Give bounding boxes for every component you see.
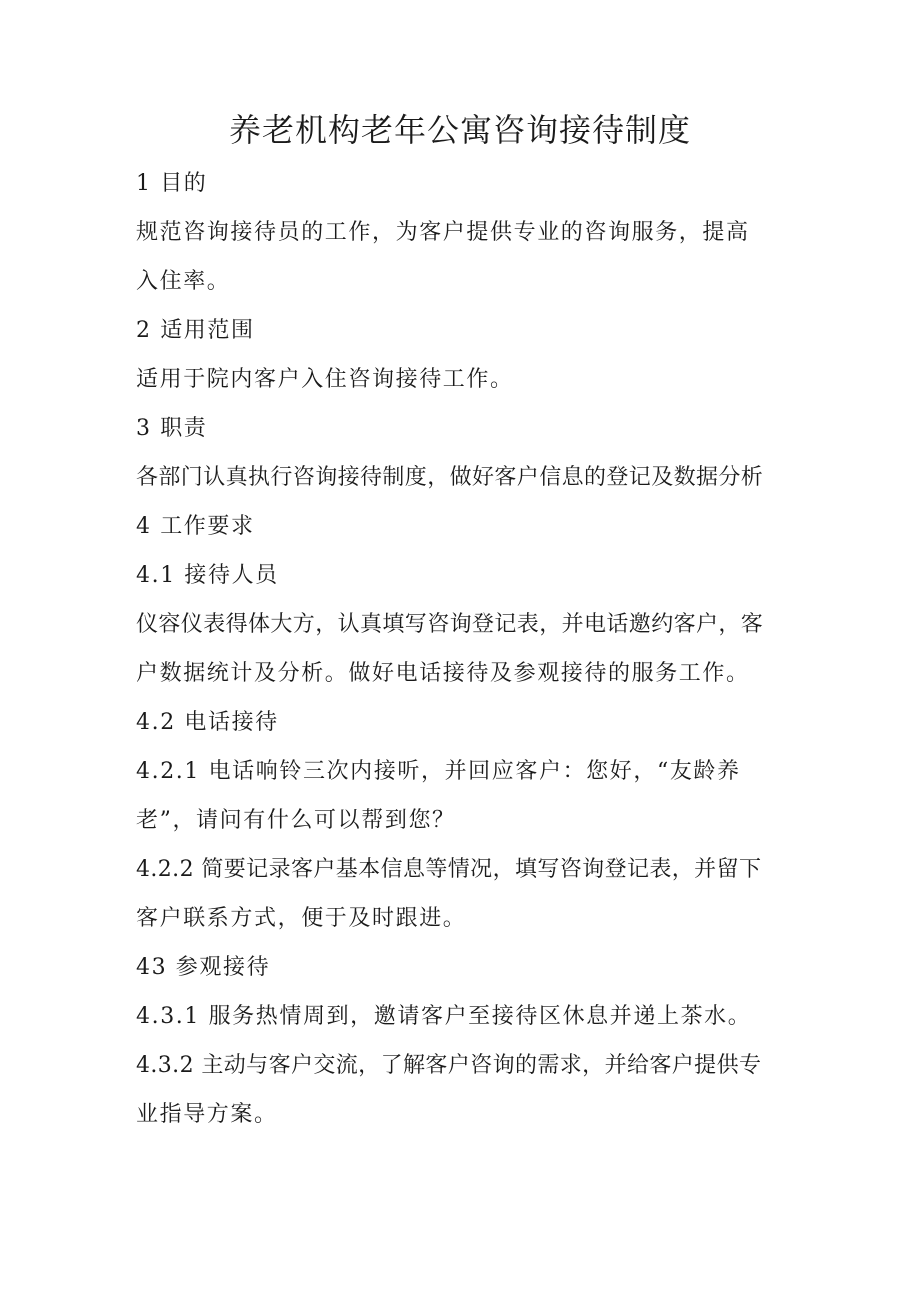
paragraph-line: 规范咨询接待员的工作，为客户提供专业的咨询服务，提高 — [136, 220, 750, 245]
document-title: 养老机构老年公寓咨询接待制度 — [228, 111, 691, 149]
paragraph-line: 4.2.1 电话响铃三次内接听，并回应客户：您好，“友龄养 — [136, 759, 741, 784]
section-heading-scope: 2 适用范围 — [136, 318, 255, 343]
document-body — [136, 166, 796, 1146]
section-heading-responsibility: 3 职责 — [136, 416, 208, 441]
paragraph-line: 入住率。 — [136, 269, 231, 294]
paragraph-line: 4.2.2 简要记录客户基本信息等情况，填写咨询登记表，并留下 — [136, 857, 762, 882]
subsection-heading-visit-reception: 43 参观接待 — [136, 955, 271, 980]
paragraph-line: 适用于院内客户入住咨询接待工作。 — [136, 367, 514, 392]
paragraph-line: 各部门认真执行咨询接待制度，做好客户信息的登记及数据分析 — [136, 465, 764, 490]
subsection-heading-phone-reception: 4.2 电话接待 — [136, 710, 279, 735]
section-heading-requirements: 4 工作要求 — [136, 514, 255, 539]
paragraph-line: 4.3.2 主动与客户交流，了解客户咨询的需求，并给客户提供专 — [136, 1053, 762, 1078]
paragraph-line: 4.3.1 服务热情周到，邀请客户至接待区休息并递上茶水。 — [136, 1004, 752, 1029]
section-heading-purpose: 1 目的 — [136, 171, 208, 196]
subsection-heading-reception-staff: 4.1 接待人员 — [136, 563, 279, 588]
paragraph-line: 户数据统计及分析。做好电话接待及参观接待的服务工作。 — [136, 661, 750, 686]
paragraph-line: 客户联系方式，便于及时跟进。 — [136, 906, 467, 931]
paragraph-line: 业指导方案。 — [136, 1102, 278, 1127]
paragraph-line: 老”，请问有什么可以帮到您？ — [136, 808, 456, 833]
paragraph-line: 仪容仪表得体大方，认真填写咨询登记表，并电话邀约客户，客 — [136, 612, 764, 637]
